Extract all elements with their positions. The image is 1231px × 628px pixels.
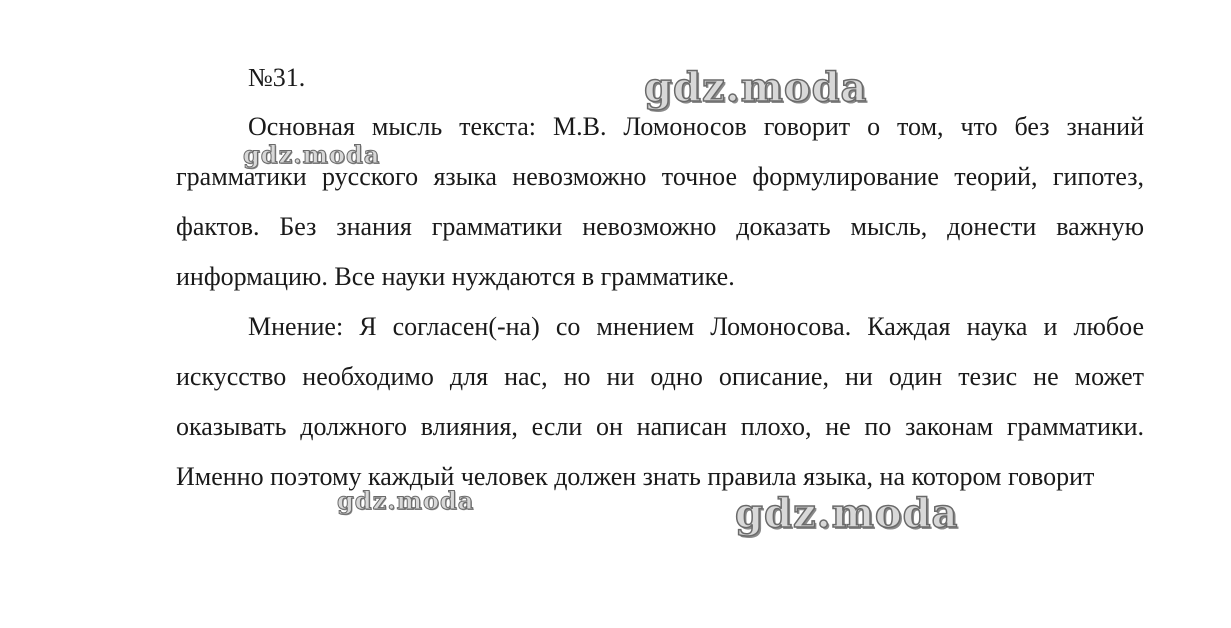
watermark: gdz.moda (644, 64, 868, 111)
text-block (176, 58, 1144, 502)
watermark: gdz.moda (337, 486, 475, 515)
task-number: №31. (248, 63, 306, 92)
watermark: gdz.moda (243, 140, 381, 169)
paragraph-main-idea: Основная мысль текста: М.В. Ломоносов говорит о том, что без знаний грамматики русского языка невозможно точное формулирование теорий, гипотез, фактов. Без знания грамматики невозможно доказать мысль, донести важную информацию. Все науки нуждаются в грамматике. (176, 112, 1144, 291)
paragraph-opinion: Мнение: Я согласен(-на) со мнением Ломоносова. Каждая наука и любое искусство необходимо для нас, но ни одно описание, ни один тезис не может оказывать должного влияния, если он написан плохо, не по законам грамматики. Именно поэтому каждый человек должен знать правила языка, на котором говорит (176, 312, 1144, 491)
watermark: gdz.moda (735, 490, 959, 537)
